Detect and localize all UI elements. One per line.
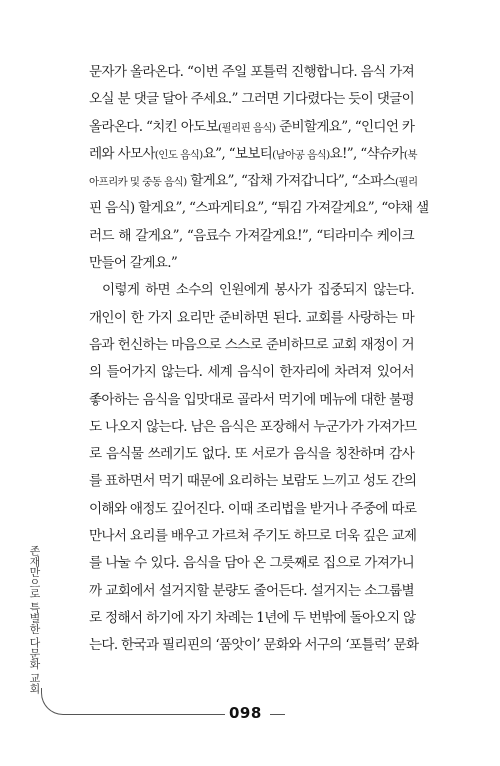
text-line bbox=[89, 387, 414, 414]
text-line bbox=[89, 114, 414, 141]
text-line bbox=[89, 86, 414, 113]
text-segment: (북 bbox=[403, 148, 417, 161]
text-line bbox=[89, 277, 414, 304]
body-text bbox=[89, 59, 429, 660]
text-segment: 준비할게요”, “인디언 카 bbox=[275, 118, 415, 135]
text-segment: 이렇게 하면 소수의 인원에게 봉사가 집중되지 않는다. bbox=[102, 282, 414, 299]
text-line bbox=[89, 496, 417, 523]
text-segment: 레와 사모사 bbox=[89, 145, 155, 162]
text-segment: 만나서 요리를 배우고 가르쳐 주기도 하므로 더욱 깊은 교제 bbox=[89, 528, 417, 545]
text-segment: 할게요”, “잡채 가져갑니다”, “소파스 bbox=[186, 173, 395, 190]
text-segment: 로 음식물 쓰레기도 없다. 또 서로가 음식을 칭찬하며 감사 bbox=[89, 446, 414, 463]
text-segment: 요”, “보보티 bbox=[202, 145, 273, 162]
text-line bbox=[89, 523, 417, 550]
text-line bbox=[89, 605, 414, 632]
text-line bbox=[89, 332, 414, 359]
text-segment: 이해와 애정도 깊어진다. 이때 조리법을 받거나 주중에 따로 bbox=[89, 500, 417, 517]
text-line bbox=[89, 414, 417, 441]
text-segment: 할게요”, “스파게티요”, “튀김 가져갈게요”, “야채 샐 bbox=[134, 200, 429, 217]
text-line bbox=[89, 632, 419, 659]
text-segment: 오실 분 댓글 달아 주세요.” 그러면 기다렸다는 듯이 댓글이 bbox=[89, 91, 414, 108]
text-segment: 를 나눌 수 있다. 음식을 담아 온 그릇째로 집으로 가져가니 bbox=[89, 555, 414, 572]
text-segment: 개인이 한 가지 요리만 준비하면 된다. 교회를 사랑하는 마 bbox=[89, 309, 414, 326]
text-segment: 핀 음식) bbox=[89, 200, 135, 217]
text-segment: 의 들어가지 않는다. 세계 음식이 한자리에 차려져 있어서 bbox=[89, 364, 414, 381]
text-line bbox=[89, 578, 414, 605]
text-segment: 로 정해서 하기에 자기 차례는 1년에 두 번밖에 돌아오지 않 bbox=[89, 609, 416, 626]
text-segment: 좋아하는 음식을 입맛대로 골라서 먹기에 메뉴에 대한 불평 bbox=[89, 391, 414, 408]
text-segment: (남아공 음식) bbox=[272, 148, 330, 161]
text-line bbox=[89, 141, 417, 168]
text-segment: 아프리카 및 중동 음식) bbox=[89, 176, 187, 189]
page-number: 098 bbox=[229, 704, 262, 722]
text-segment: 음과 헌신하는 마음으로 스스로 준비하므로 교회 재정이 거 bbox=[89, 336, 414, 353]
text-segment: 만들어 갈게요.” bbox=[89, 255, 178, 272]
text-segment: 는다. 한국과 필리핀의 ‘품앗이’ 문화와 서구의 ‘포틀럭’ 문화 bbox=[89, 637, 419, 654]
text-line bbox=[89, 195, 429, 222]
running-title: 존재만으로 특별한 다문화 교회 bbox=[28, 545, 41, 694]
footer-rule bbox=[41, 688, 225, 715]
text-line bbox=[89, 250, 414, 277]
text-segment: 올라온다. “치킨 아도보 bbox=[89, 118, 218, 135]
text-line bbox=[89, 441, 414, 468]
text-line bbox=[89, 305, 414, 332]
text-line bbox=[89, 359, 414, 386]
footer-rule-right bbox=[270, 714, 285, 715]
text-segment: 를 표하면서 먹기 때문에 요리하는 보람도 느끼고 성도 간의 bbox=[89, 473, 417, 490]
text-segment: 도 나오지 않는다. 남은 음식은 포장해서 누군가가 가져가므 bbox=[89, 418, 417, 435]
text-line bbox=[89, 223, 414, 250]
text-line bbox=[89, 59, 414, 86]
text-line bbox=[89, 550, 414, 577]
text-segment: 문자가 올라온다. “이번 주일 포틀럭 진행합니다. 음식 가져 bbox=[89, 64, 414, 80]
text-segment: 요!”, “샥슈카 bbox=[329, 145, 404, 162]
text-segment: (필리핀 음식) bbox=[218, 121, 276, 134]
text-segment: (필리 bbox=[394, 176, 418, 189]
text-line bbox=[89, 168, 418, 195]
text-segment: 러드 해 갈게요”, “음료수 가져갈게요!”, “티라미수 케이크 bbox=[89, 227, 414, 244]
text-line bbox=[89, 468, 417, 495]
text-segment: (인도 음식) bbox=[154, 148, 203, 161]
text-segment: 까 교회에서 설거지할 분량도 줄어든다. 설거지는 소그룹별 bbox=[89, 582, 414, 599]
